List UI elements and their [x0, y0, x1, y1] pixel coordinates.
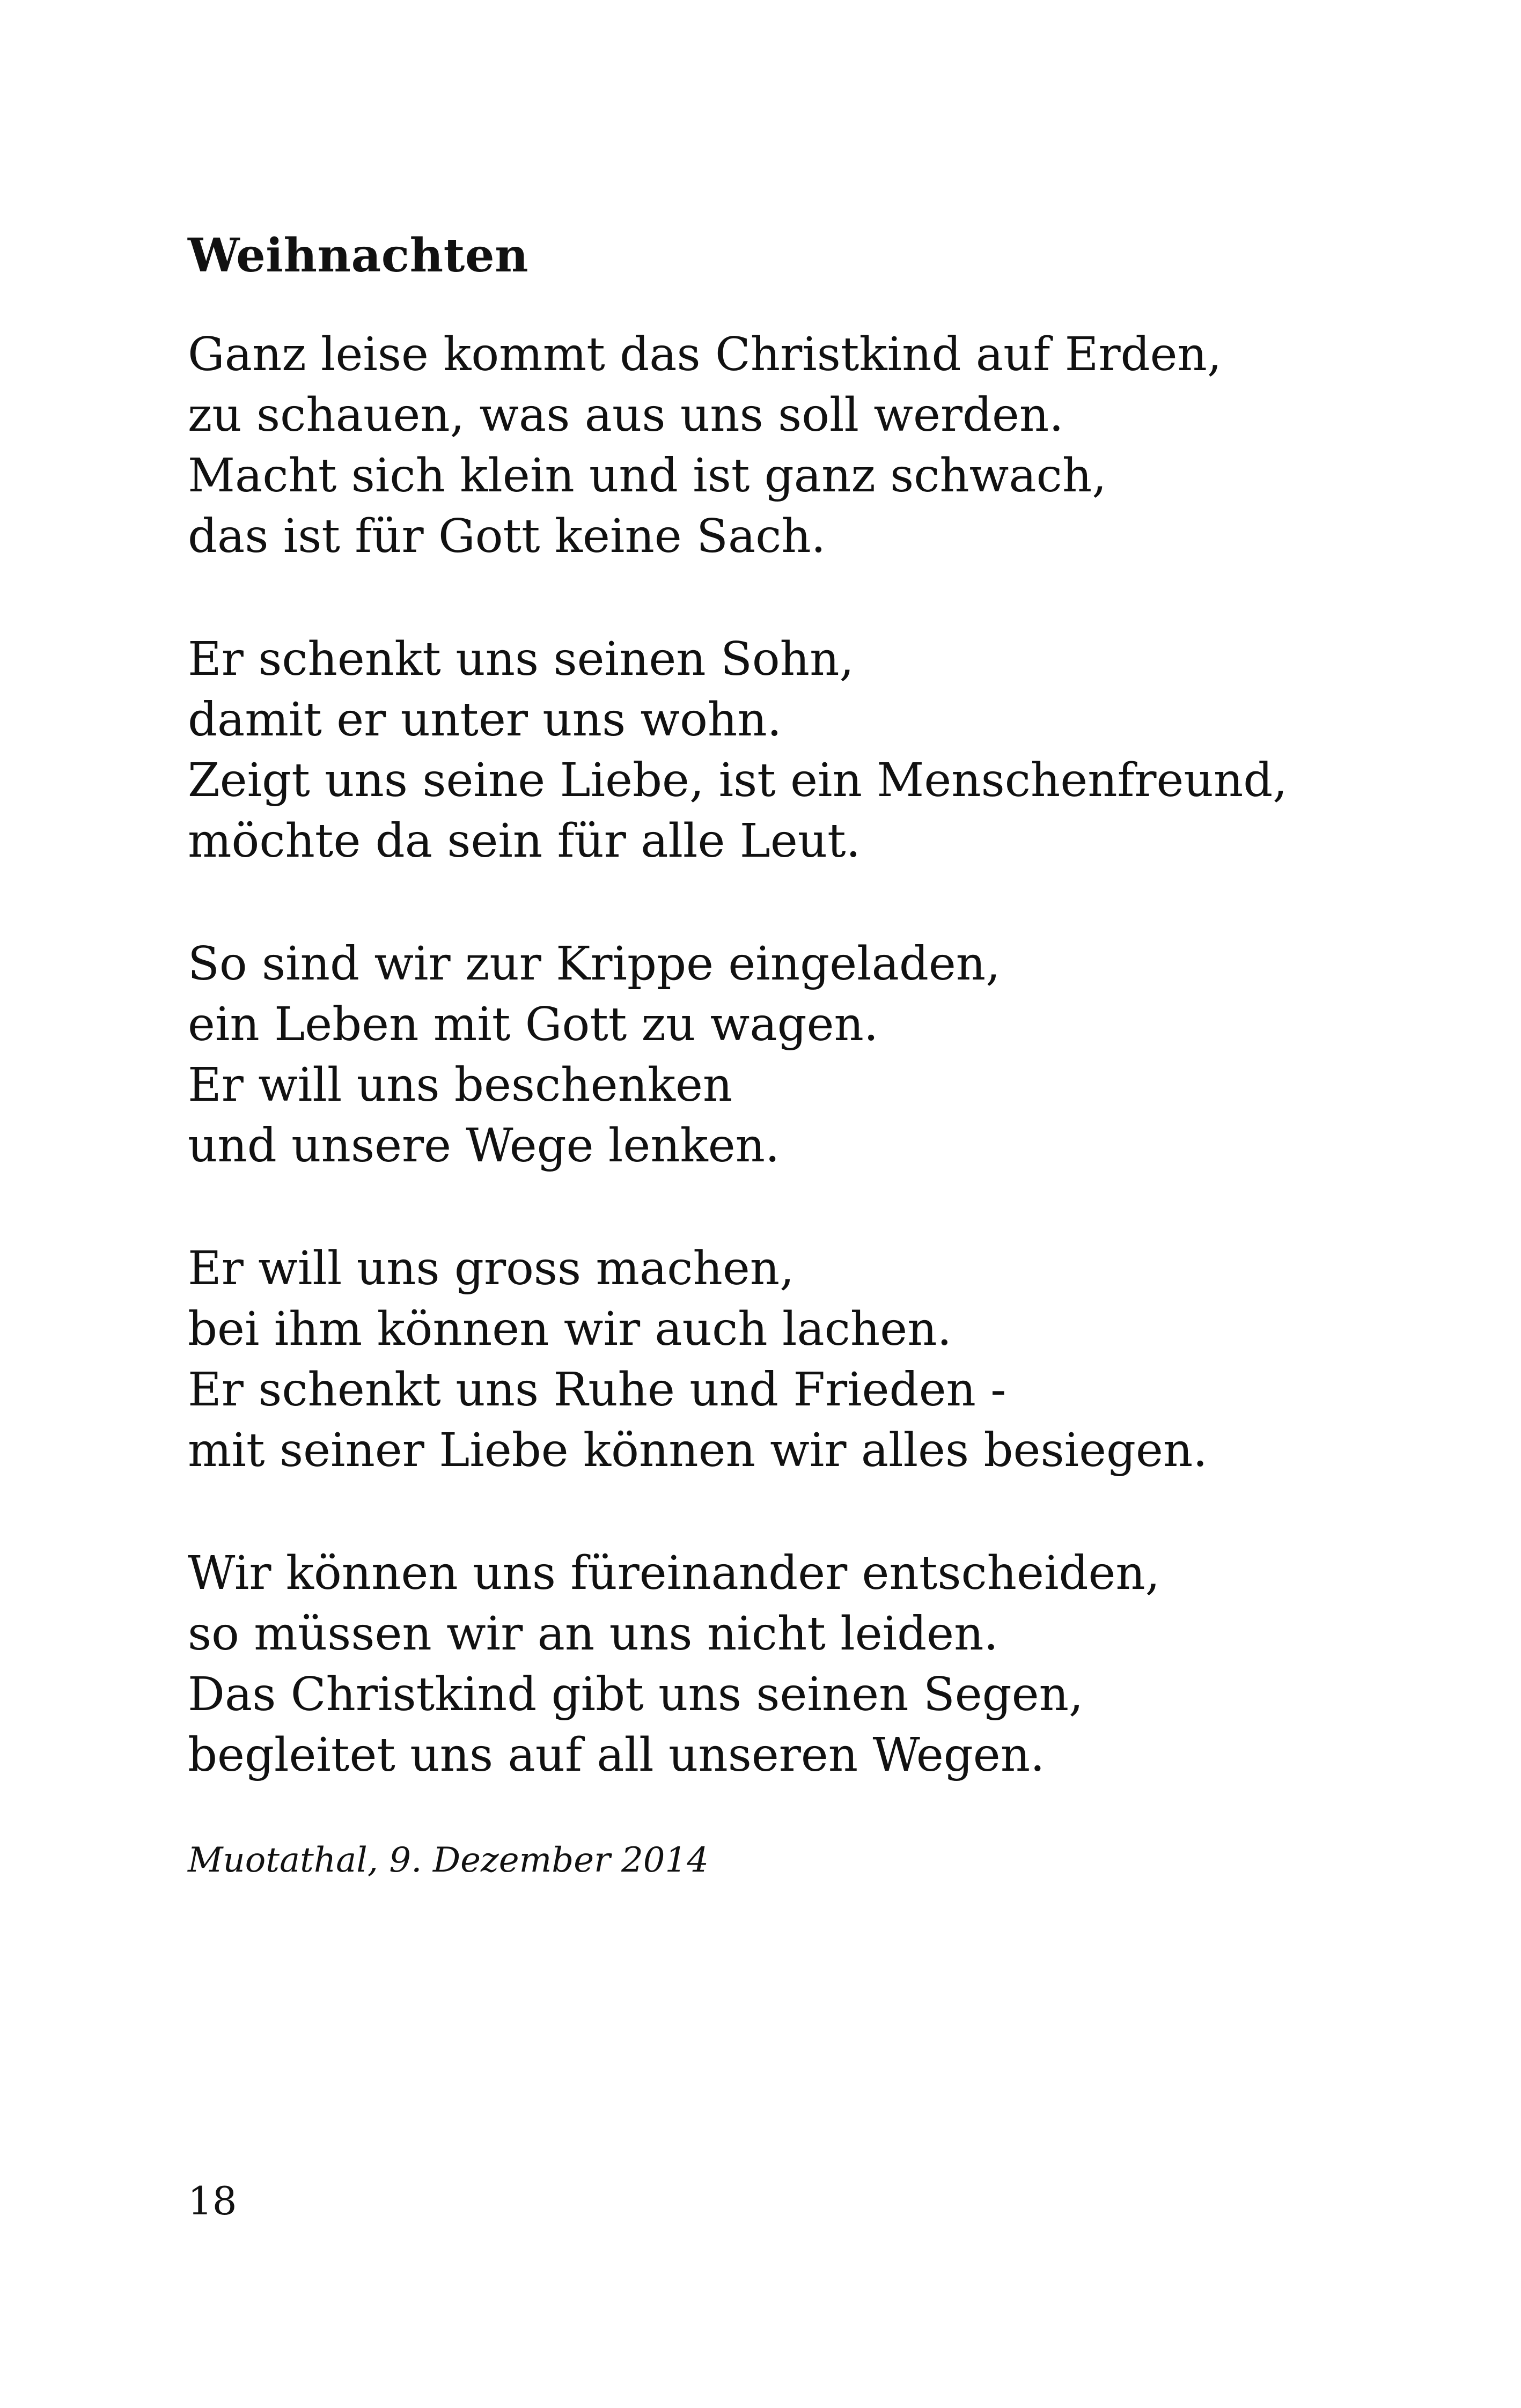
- poem-line: Wir können uns füreinander entscheiden,: [188, 1547, 1160, 1600]
- poem-line: und unsere Wege lenken.: [188, 1119, 780, 1173]
- poem-line: bei ihm können wir auch lachen.: [188, 1302, 952, 1356]
- stanza-1: [188, 325, 1368, 567]
- poem-line: ein Leben mit Gott zu wagen.: [188, 998, 879, 1051]
- poem-line: zu schauen, was aus uns soll werden.: [188, 388, 1064, 442]
- poem-line: möchte da sein für alle Leut.: [188, 814, 861, 868]
- stanza-3: [188, 934, 1368, 1176]
- poem-line: Er schenkt uns Ruhe und Frieden -: [188, 1363, 1006, 1417]
- poem-line: begleitet uns auf all unseren Wegen.: [188, 1728, 1045, 1782]
- stanza-2: [188, 629, 1368, 872]
- poem-line: mit seiner Liebe können wir alles besiegen.: [188, 1424, 1208, 1477]
- poem-line: damit er unter uns wohn.: [188, 693, 782, 747]
- poem-line: So sind wir zur Krippe eingeladen,: [188, 937, 1001, 991]
- poem-line: Ganz leise kommt das Christkind auf Erden,: [188, 328, 1222, 381]
- page-number: 18: [188, 2178, 237, 2223]
- place-and-date: Muotathal, 9. Dezember 2014: [188, 1840, 709, 1880]
- poem-line: so müssen wir an uns nicht leiden.: [188, 1607, 998, 1661]
- poem-line: Das Christkind gibt uns seinen Segen,: [188, 1668, 1084, 1721]
- stanza-4: [188, 1239, 1368, 1481]
- poem-line: Er will uns gross machen,: [188, 1242, 795, 1295]
- poem-body: [188, 325, 1368, 1848]
- poem-line: Zeigt uns seine Liebe, ist ein Menschenfreund,: [188, 754, 1288, 807]
- poem-line: das ist für Gott keine Sach.: [188, 510, 826, 563]
- poem-line: Macht sich klein und ist ganz schwach,: [188, 449, 1107, 503]
- poem-line: Er schenkt uns seinen Sohn,: [188, 632, 854, 686]
- poem-title: Weihnachten: [188, 229, 529, 283]
- stanza-5: [188, 1543, 1368, 1786]
- poem-line: Er will uns beschenken: [188, 1058, 733, 1112]
